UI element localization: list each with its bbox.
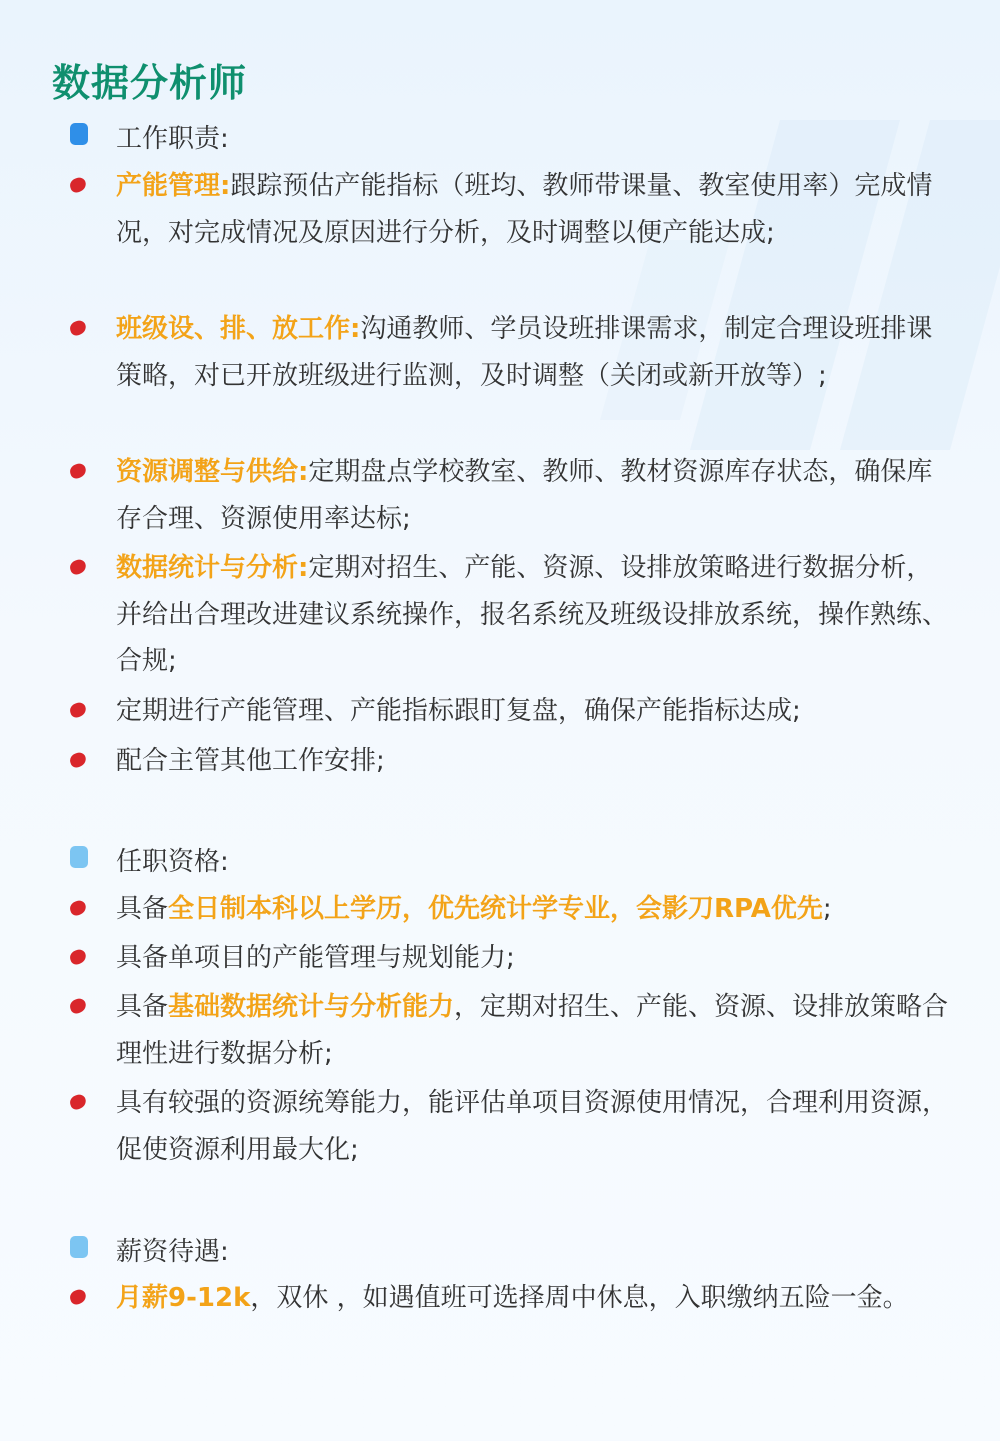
requirement-highlight: 全日制本科以上学历，优先统计学专业，会影刀RPA优先 — [168, 894, 823, 924]
bullet-icon — [68, 948, 88, 966]
requirement-prefix: 具备 — [116, 992, 169, 1022]
bullet-icon — [68, 997, 88, 1015]
bullet-icon — [68, 319, 88, 337]
bullet-icon — [68, 751, 88, 769]
requirement-item: 具备单项目的产能管理与规划能力; — [116, 943, 515, 973]
duty-item — [116, 545, 952, 685]
section-marker-icon — [70, 846, 88, 868]
requirements-heading: 任职资格: — [116, 847, 229, 877]
page-title: 数据分析师 — [52, 61, 248, 105]
duty-text: 定期对招生、产能、资源、设排放策略进行数据分析，并给出合理改进建议系统操作，报名系统及班级设排放系统，操作熟练、合规; — [116, 553, 949, 676]
requirement-suffix: ; — [822, 894, 832, 924]
salary-highlight: 月薪9-12k — [116, 1283, 251, 1313]
requirement-item — [116, 886, 952, 933]
bullet-icon — [68, 1288, 88, 1306]
duty-highlight: 产能管理: — [116, 171, 231, 201]
duty-highlight: 数据统计与分析: — [116, 553, 309, 583]
duty-highlight: 班级设、排、放工作: — [116, 314, 361, 344]
section-marker-icon — [70, 123, 88, 145]
salary-heading: 薪资待遇: — [116, 1237, 229, 1267]
duty-item — [116, 163, 952, 256]
duty-text: 跟踪预估产能指标（班均、教师带课量、教室使用率）完成情况，对完成情况及原因进行分析，及时调整以便产能达成; — [116, 171, 933, 248]
duty-item — [116, 306, 952, 399]
salary-item — [116, 1275, 952, 1322]
duty-item: 配合主管其他工作安排; — [116, 746, 385, 776]
requirement-item: 具有较强的资源统筹能力，能评估单项目资源使用情况，合理利用资源，促使资源利用最大化; — [116, 1088, 949, 1165]
duty-text: 定期盘点学校教室、教师、教材资源库存状态，确保库存合理、资源使用率达标; — [116, 457, 933, 534]
requirement-item — [116, 984, 952, 1077]
duty-item: 定期进行产能管理、产能指标跟盯复盘，确保产能指标达成; — [116, 696, 801, 726]
bullet-icon — [68, 558, 88, 576]
requirement-highlight: 基础数据统计与分析能力 — [168, 992, 455, 1022]
section-marker-icon — [70, 1236, 88, 1258]
duty-item — [116, 449, 952, 542]
bullet-icon — [68, 899, 88, 917]
duty-text: 沟通教师、学员设班排课需求，制定合理设班排课策略，对已开放班级进行监测，及时调整（关闭或新开放等）; — [116, 314, 933, 391]
duty-highlight: 资源调整与供给: — [116, 457, 309, 487]
salary-text: ，双休 ，如遇值班可选择周中休息，入职缴纳五险一金。 — [250, 1283, 909, 1313]
bullet-icon — [68, 1093, 88, 1111]
requirement-prefix: 具备 — [116, 894, 169, 924]
bullet-icon — [68, 701, 88, 719]
duties-heading: 工作职责: — [116, 124, 229, 154]
bullet-icon — [68, 176, 88, 194]
requirement-suffix: ，定期对招生、产能、资源、设排放策略合理性进行数据分析; — [116, 992, 949, 1069]
bullet-icon — [68, 462, 88, 480]
